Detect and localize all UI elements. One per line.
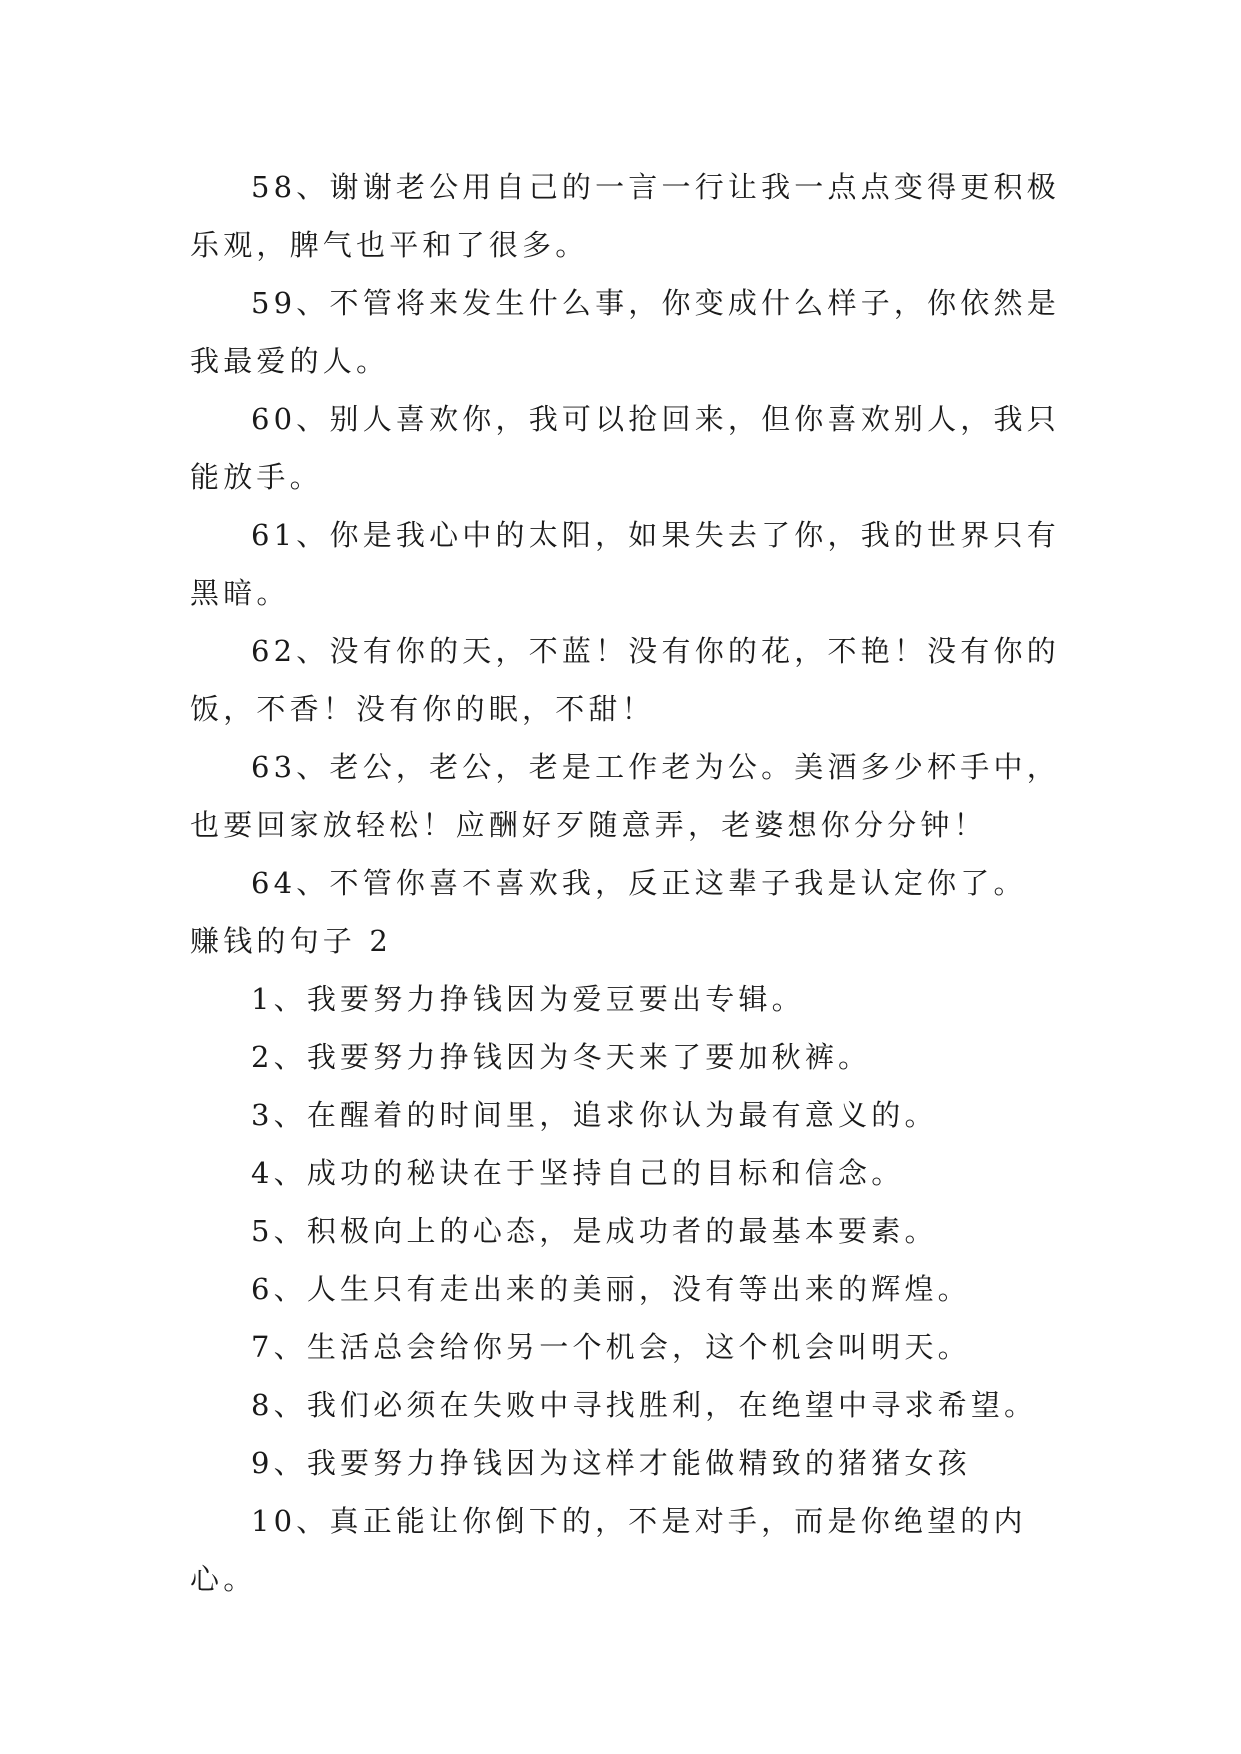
paragraph-63: 63、老公，老公，老是工作老为公。美酒多少杯手中，也要回家放轻松！应酬好歹随意弄，老婆想你分分钟！	[190, 750, 1060, 842]
list-item: 1、我要努力挣钱因为爱豆要出专辑。	[251, 982, 805, 1016]
paragraph-64: 64、不管你喜不喜欢我，反正这辈子我是认定你了。	[251, 866, 1027, 900]
document-body	[190, 158, 1070, 1608]
list-item: 5、积极向上的心态，是成功者的最基本要素。	[251, 1214, 938, 1248]
list-item: 3、在醒着的时间里，追求你认为最有意义的。	[251, 1098, 938, 1132]
list-item: 6、人生只有走出来的美丽，没有等出来的辉煌。	[251, 1272, 971, 1306]
paragraph-62: 62、没有你的天，不蓝！没有你的花，不艳！没有你的饭，不香！没有你的眠，不甜！	[190, 634, 1060, 726]
list-item: 4、成功的秘诀在于坚持自己的目标和信念。	[251, 1156, 905, 1190]
list-item: 8、我们必须在失败中寻找胜利，在绝望中寻求希望。	[251, 1388, 1038, 1422]
list-item: 9、我要努力挣钱因为这样才能做精致的猪猪女孩	[251, 1446, 971, 1480]
paragraph-58: 58、谢谢老公用自己的一言一行让我一点点变得更积极乐观，脾气也平和了很多。	[190, 170, 1060, 262]
list-item: 7、生活总会给你另一个机会，这个机会叫明天。	[251, 1330, 971, 1364]
paragraph-61: 61、你是我心中的太阳，如果失去了你，我的世界只有黑暗。	[190, 518, 1060, 610]
section-heading: 赚钱的句子 2	[190, 924, 393, 958]
paragraph-59: 59、不管将来发生什么事，你变成什么样子，你依然是我最爱的人。	[190, 286, 1060, 378]
paragraph-60: 60、别人喜欢你，我可以抢回来，但你喜欢别人，我只能放手。	[190, 402, 1060, 494]
list-item: 2、我要努力挣钱因为冬天来了要加秋裤。	[251, 1040, 872, 1074]
list-item: 10、真正能让你倒下的，不是对手，而是你绝望的内心。	[190, 1504, 1027, 1596]
